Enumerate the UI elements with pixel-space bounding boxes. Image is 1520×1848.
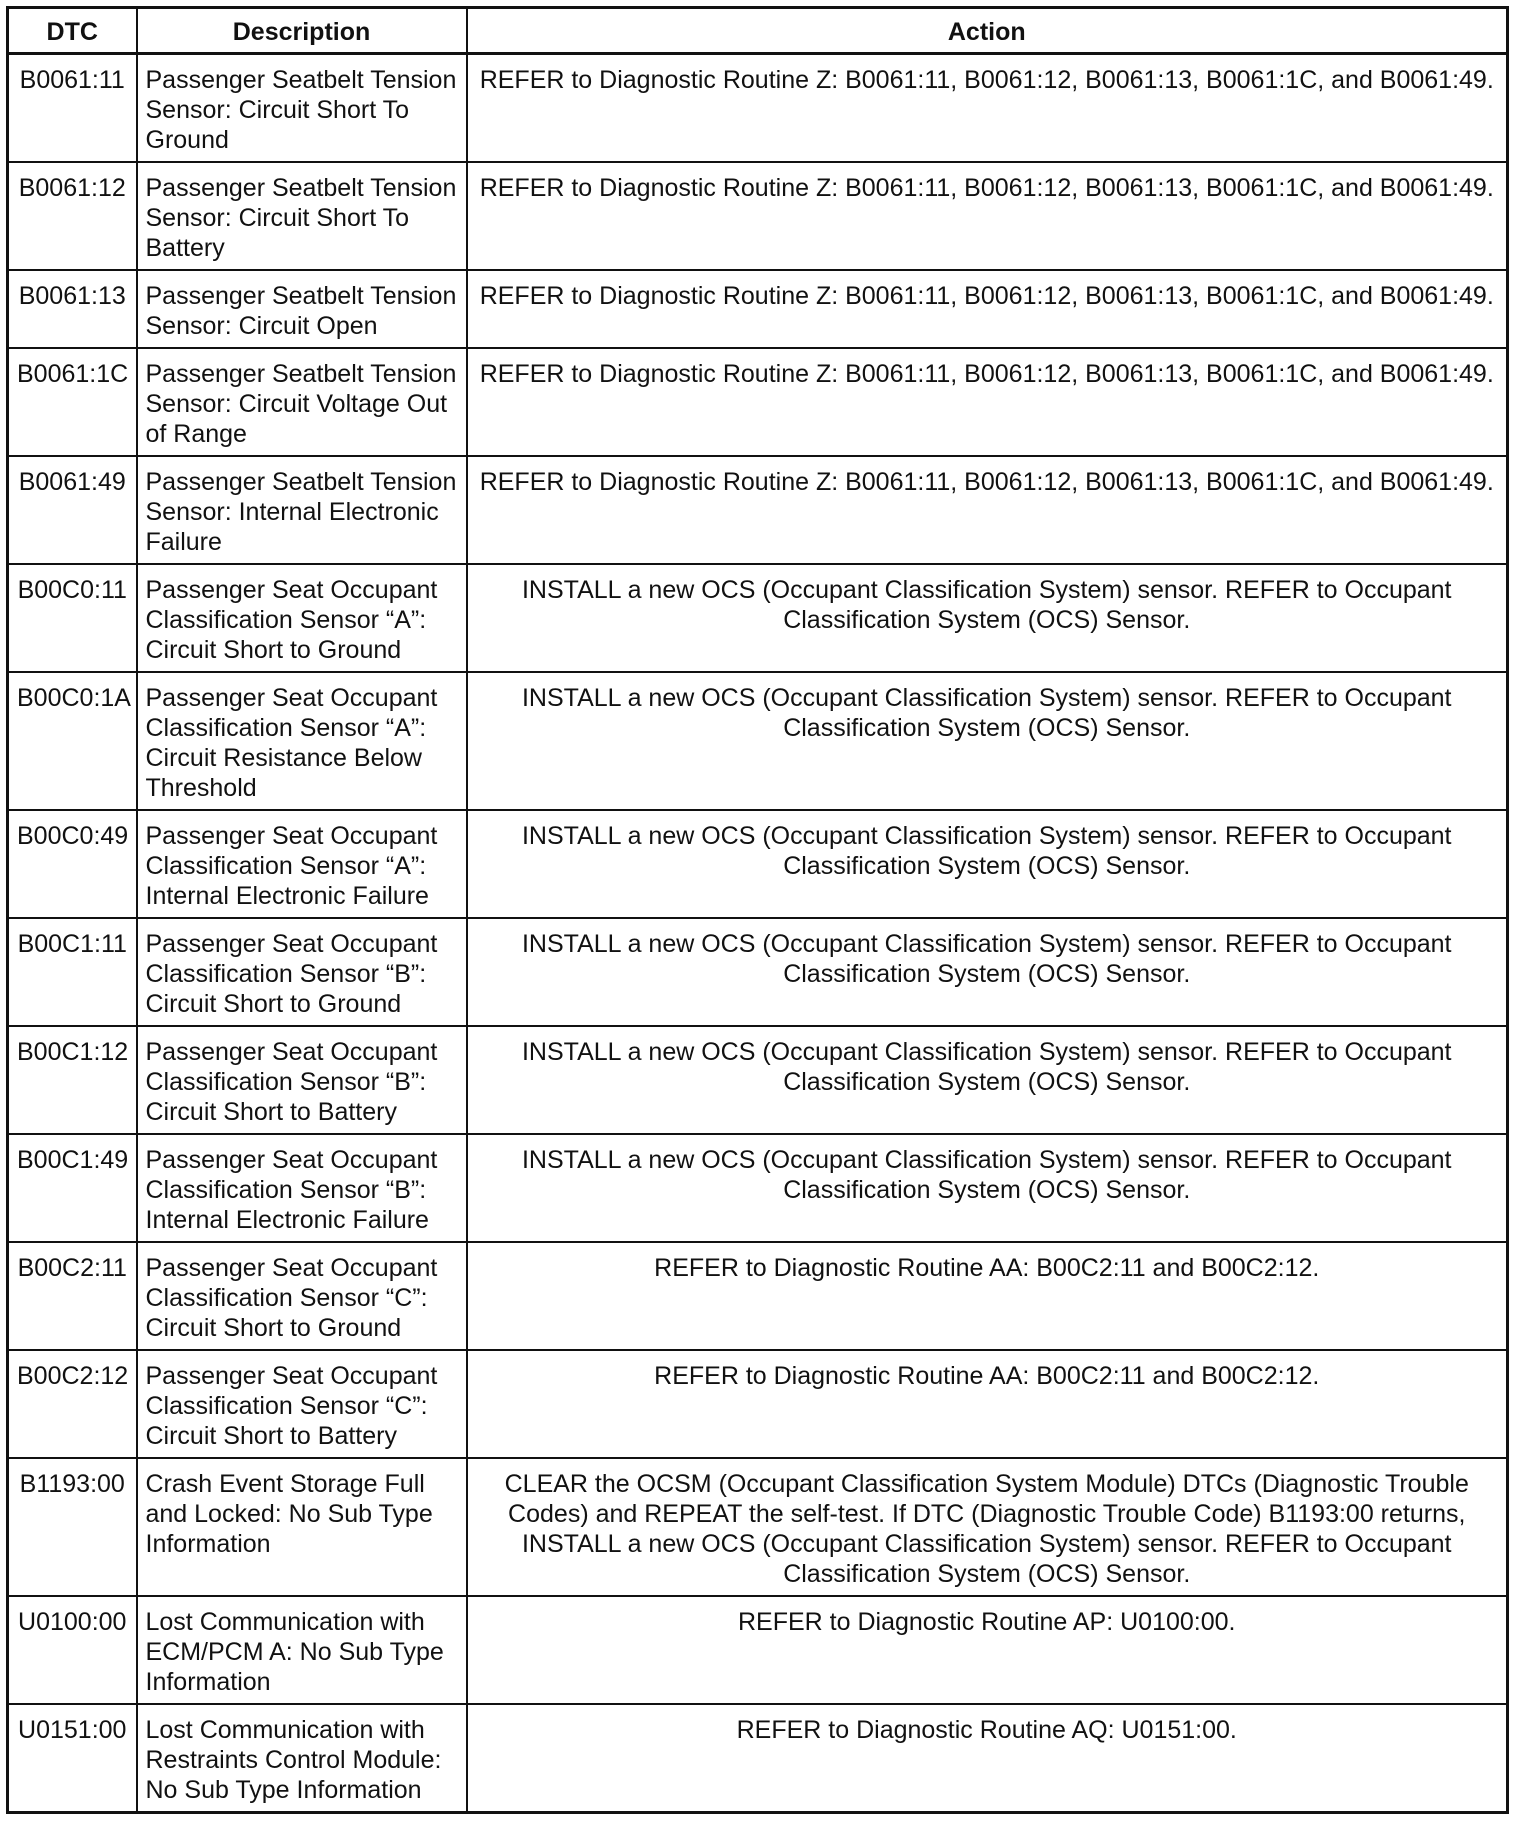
dtc-code: B0061:1C xyxy=(8,348,137,456)
header-description: Description xyxy=(137,8,467,54)
dtc-description: Passenger Seatbelt Tension Sensor: Circuit Voltage Out of Range xyxy=(137,348,467,456)
dtc-description: Passenger Seatbelt Tension Sensor: Circuit Open xyxy=(137,270,467,348)
dtc-action: INSTALL a new OCS (Occupant Classification System) sensor. REFER to Occupant Classification System (OCS) Sensor. xyxy=(467,810,1508,918)
dtc-description: Passenger Seat Occupant Classification Sensor “C”: Circuit Short to Ground xyxy=(137,1242,467,1350)
dtc-code: B00C2:11 xyxy=(8,1242,137,1350)
dtc-description: Passenger Seatbelt Tension Sensor: Circuit Short To Battery xyxy=(137,162,467,270)
table-row xyxy=(8,810,1508,918)
dtc-action: REFER to Diagnostic Routine AA: B00C2:11 and B00C2:12. xyxy=(467,1242,1508,1350)
dtc-code: B00C1:49 xyxy=(8,1134,137,1242)
dtc-table xyxy=(6,6,1509,1814)
dtc-code: B0061:49 xyxy=(8,456,137,564)
dtc-code: B0061:11 xyxy=(8,54,137,163)
header-dtc: DTC xyxy=(8,8,137,54)
dtc-action: INSTALL a new OCS (Occupant Classification System) sensor. REFER to Occupant Classification System (OCS) Sensor. xyxy=(467,1134,1508,1242)
dtc-action: REFER to Diagnostic Routine Z: B0061:11, B0061:12, B0061:13, B0061:1C, and B0061:49. xyxy=(467,54,1508,163)
dtc-action: REFER to Diagnostic Routine Z: B0061:11, B0061:12, B0061:13, B0061:1C, and B0061:49. xyxy=(467,270,1508,348)
dtc-action: REFER to Diagnostic Routine AA: B00C2:11 and B00C2:12. xyxy=(467,1350,1508,1458)
dtc-description: Passenger Seat Occupant Classification Sensor “A”: Circuit Resistance Below Threshold xyxy=(137,672,467,810)
dtc-code: B00C0:1A xyxy=(8,672,137,810)
table-header-row xyxy=(8,8,1508,54)
dtc-action: INSTALL a new OCS (Occupant Classification System) sensor. REFER to Occupant Classification System (OCS) Sensor. xyxy=(467,918,1508,1026)
table-row xyxy=(8,1458,1508,1596)
dtc-code: B00C1:11 xyxy=(8,918,137,1026)
dtc-code: B1193:00 xyxy=(8,1458,137,1596)
dtc-action: INSTALL a new OCS (Occupant Classification System) sensor. REFER to Occupant Classification System (OCS) Sensor. xyxy=(467,672,1508,810)
table-row xyxy=(8,1026,1508,1134)
header-action: Action xyxy=(467,8,1508,54)
table-row xyxy=(8,1704,1508,1813)
dtc-action: INSTALL a new OCS (Occupant Classification System) sensor. REFER to Occupant Classification System (OCS) Sensor. xyxy=(467,1026,1508,1134)
dtc-description: Lost Communication with Restraints Control Module: No Sub Type Information xyxy=(137,1704,467,1813)
table-row xyxy=(8,162,1508,270)
dtc-description: Passenger Seatbelt Tension Sensor: Internal Electronic Failure xyxy=(137,456,467,564)
dtc-description: Passenger Seatbelt Tension Sensor: Circuit Short To Ground xyxy=(137,54,467,163)
dtc-description: Passenger Seat Occupant Classification Sensor “A”: Internal Electronic Failure xyxy=(137,810,467,918)
dtc-code: B00C0:11 xyxy=(8,564,137,672)
dtc-action: INSTALL a new OCS (Occupant Classification System) sensor. REFER to Occupant Classification System (OCS) Sensor. xyxy=(467,564,1508,672)
dtc-code: B00C1:12 xyxy=(8,1026,137,1134)
table-row xyxy=(8,270,1508,348)
dtc-code: U0151:00 xyxy=(8,1704,137,1813)
table-row xyxy=(8,1350,1508,1458)
table-row xyxy=(8,1242,1508,1350)
dtc-description: Crash Event Storage Full and Locked: No Sub Type Information xyxy=(137,1458,467,1596)
dtc-code: B00C0:49 xyxy=(8,810,137,918)
dtc-action: REFER to Diagnostic Routine AQ: U0151:00. xyxy=(467,1704,1508,1813)
dtc-description: Passenger Seat Occupant Classification Sensor “B”: Internal Electronic Failure xyxy=(137,1134,467,1242)
table-row xyxy=(8,918,1508,1026)
table-row xyxy=(8,456,1508,564)
dtc-code: B00C2:12 xyxy=(8,1350,137,1458)
dtc-action: REFER to Diagnostic Routine Z: B0061:11, B0061:12, B0061:13, B0061:1C, and B0061:49. xyxy=(467,456,1508,564)
dtc-description: Passenger Seat Occupant Classification Sensor “B”: Circuit Short to Ground xyxy=(137,918,467,1026)
dtc-code: B0061:12 xyxy=(8,162,137,270)
dtc-action: CLEAR the OCSM (Occupant Classification System Module) DTCs (Diagnostic Trouble Codes) and REPEAT the self-test. If DTC (Diagnostic Trouble Code) B1193:00 returns, INSTALL a new OCS (Occupant Classification System) sensor. REFER to Occupant Classification System (OCS) Sensor. xyxy=(467,1458,1508,1596)
dtc-code: B0061:13 xyxy=(8,270,137,348)
dtc-action: REFER to Diagnostic Routine AP: U0100:00. xyxy=(467,1596,1508,1704)
dtc-code: U0100:00 xyxy=(8,1596,137,1704)
table-row xyxy=(8,54,1508,163)
table-row xyxy=(8,564,1508,672)
dtc-description: Passenger Seat Occupant Classification Sensor “A”: Circuit Short to Ground xyxy=(137,564,467,672)
dtc-description: Passenger Seat Occupant Classification Sensor “B”: Circuit Short to Battery xyxy=(137,1026,467,1134)
dtc-action: REFER to Diagnostic Routine Z: B0061:11, B0061:12, B0061:13, B0061:1C, and B0061:49. xyxy=(467,348,1508,456)
table-row xyxy=(8,348,1508,456)
table-row xyxy=(8,1134,1508,1242)
dtc-description: Passenger Seat Occupant Classification Sensor “C”: Circuit Short to Battery xyxy=(137,1350,467,1458)
dtc-action: REFER to Diagnostic Routine Z: B0061:11, B0061:12, B0061:13, B0061:1C, and B0061:49. xyxy=(467,162,1508,270)
table-row xyxy=(8,1596,1508,1704)
table-row xyxy=(8,672,1508,810)
dtc-description: Lost Communication with ECM/PCM A: No Sub Type Information xyxy=(137,1596,467,1704)
